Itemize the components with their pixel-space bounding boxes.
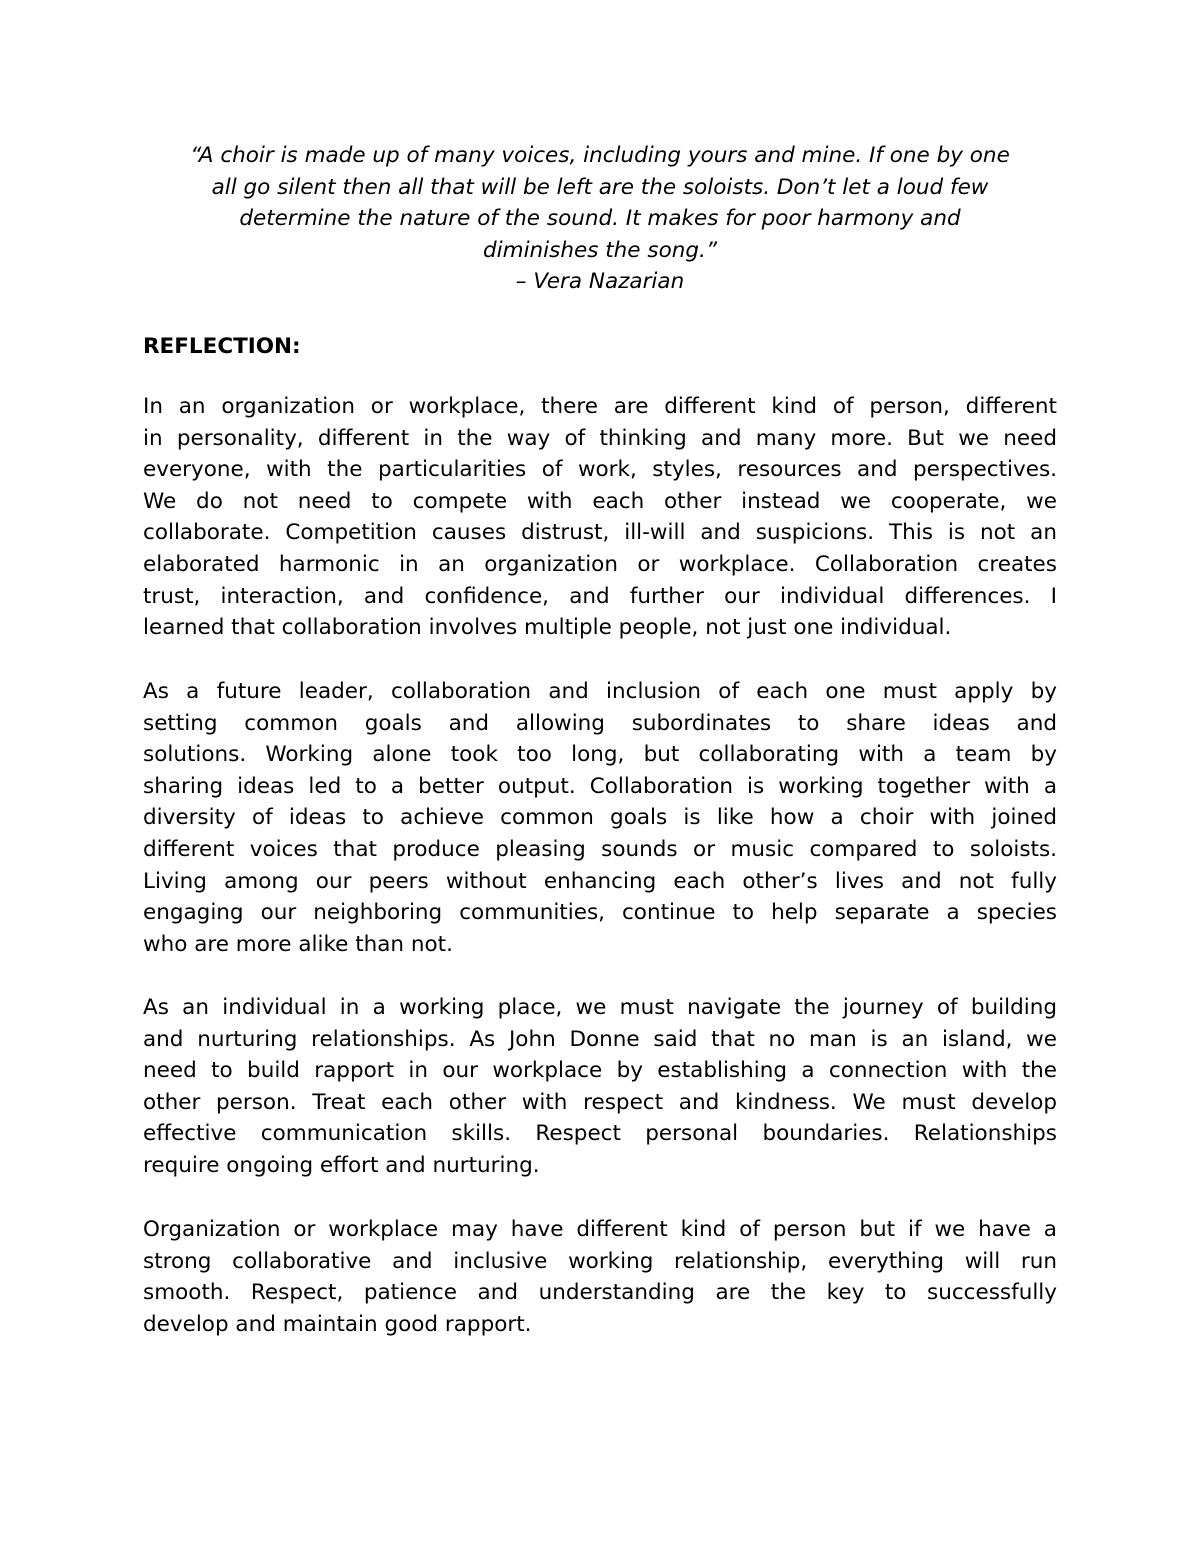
paragraph-line: In an organization or workplace, there are different kind of person, different — [143, 394, 1057, 419]
paragraph-line: who are more alike than not. — [143, 931, 453, 957]
paragraph-line: As a future leader, collaboration and inclusion of each one must apply by — [143, 679, 1057, 704]
paragraph-line: different voices that produce pleasing sounds or music compared to soloists. — [143, 836, 1057, 862]
paragraph-line: collaborate. Competition causes distrust, ill-will and suspicions. This is not an — [143, 520, 1057, 546]
paragraph-line: smooth. Respect, patience and understanding are the key to successfully — [143, 1280, 1057, 1306]
quote-attribution: – Vera Nazarian — [515, 269, 685, 294]
paragraph-line: setting common goals and allowing subordinates to share ideas and — [143, 710, 1057, 736]
quote-line: “A choir is made up of many voices, including yours and mine. If one by one — [190, 143, 1010, 168]
epigraph-quote — [142, 140, 1058, 298]
paragraph-line: require ongoing effort and nurturing. — [143, 1152, 540, 1178]
paragraph-line: engaging our neighboring communities, continue to help separate a species — [143, 900, 1057, 926]
section-heading: REFLECTION: — [143, 334, 301, 359]
quote-line: diminishes the song.” — [483, 237, 717, 263]
paragraph-line: diversity of ideas to achieve common goals is like how a choir with joined — [143, 805, 1057, 831]
paragraph-line: We do not need to compete with each other instead we cooperate, we — [143, 488, 1057, 514]
paragraph-line: trust, interaction, and confidence, and further our individual differences. I — [143, 583, 1057, 609]
paragraph-line: learned that collaboration involves multiple people, not just one individual. — [143, 615, 952, 641]
paragraph-line: develop and maintain good rapport. — [143, 1311, 532, 1337]
paragraph-line: elaborated harmonic in an organization or workplace. Collaboration creates — [143, 551, 1057, 577]
paragraph-line: Organization or workplace may have different kind of person but if we have a — [143, 1217, 1057, 1242]
paragraph-2 — [143, 676, 1057, 960]
paragraph-line: solutions. Working alone took too long, but collaborating with a team by — [143, 742, 1057, 768]
paragraph-line: As an individual in a working place, we must navigate the journey of building — [143, 995, 1057, 1020]
paragraph-line: and nurturing relationships. As John Donne said that no man is an island, we — [143, 1026, 1057, 1052]
quote-line: all go silent then all that will be left are the soloists. Don’t let a loud few — [211, 174, 989, 200]
paragraph-line: strong collaborative and inclusive working relationship, everything will run — [143, 1248, 1057, 1274]
paragraph-1 — [143, 391, 1057, 644]
paragraph-line: effective communication skills. Respect personal boundaries. Relationships — [143, 1121, 1057, 1147]
paragraph-line: need to build rapport in our workplace by establishing a connection with the — [143, 1058, 1057, 1084]
paragraph-3 — [143, 992, 1057, 1182]
paragraph-line: sharing ideas led to a better output. Collaboration is working together with a — [143, 773, 1057, 799]
paragraph-line: everyone, with the particularities of work, styles, resources and perspectives. — [143, 457, 1057, 483]
paragraph-line: Living among our peers without enhancing each other’s lives and not fully — [143, 868, 1057, 894]
quote-line: determine the nature of the sound. It makes for poor harmony and — [239, 206, 961, 231]
paragraph-4 — [143, 1214, 1057, 1340]
paragraph-line: in personality, different in the way of thinking and many more. But we need — [143, 425, 1057, 451]
paragraph-line: other person. Treat each other with respect and kindness. We must develop — [143, 1089, 1057, 1115]
